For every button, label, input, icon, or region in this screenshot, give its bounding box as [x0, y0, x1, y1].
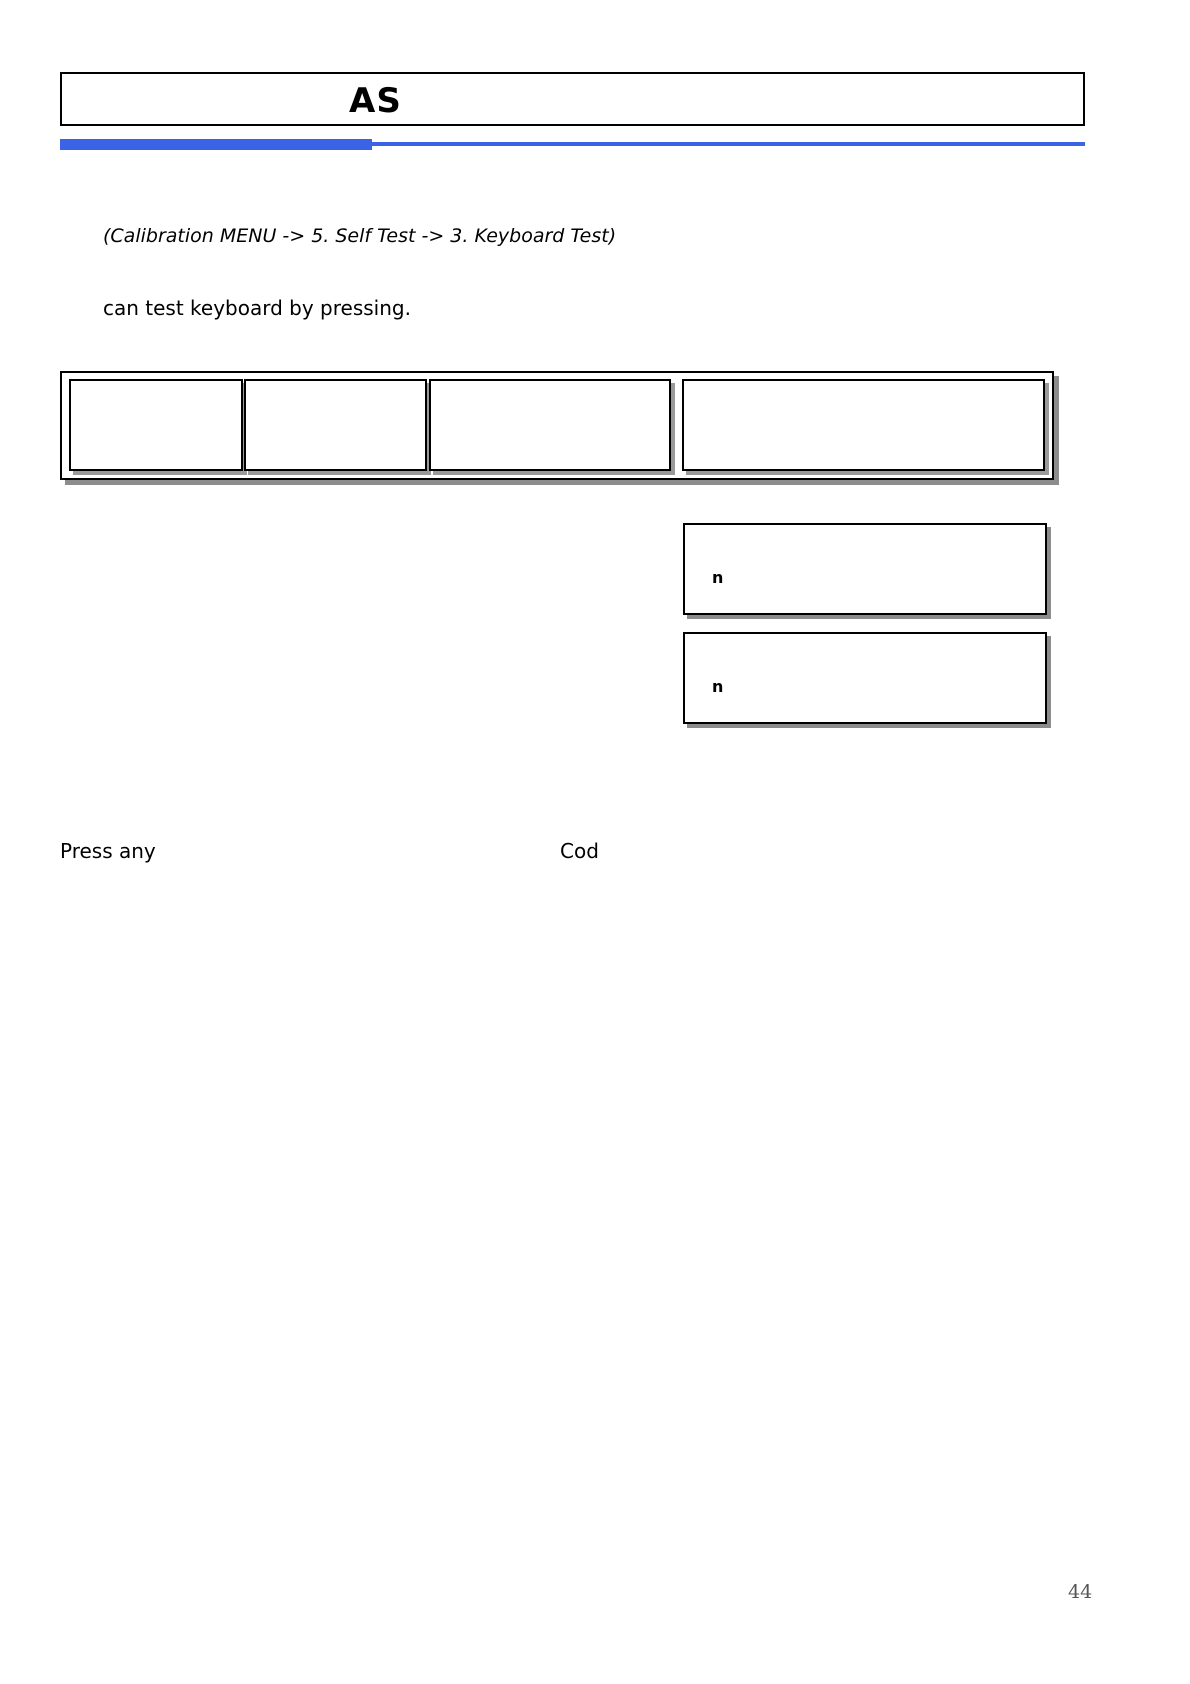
menu-path-text: (Calibration MENU -> 5. Self Test -> 3. Keyboard Test) — [103, 225, 617, 247]
side-box-label: n — [712, 568, 724, 587]
side-box-label: n — [712, 677, 724, 696]
side-box-1 — [683, 523, 1047, 615]
display-panel — [60, 371, 1054, 480]
accent-rule-thin — [372, 142, 1085, 146]
accent-rule-thick — [60, 139, 372, 150]
display-cell-3 — [429, 379, 671, 471]
display-cell-2 — [244, 379, 427, 471]
page-number: 44 — [1068, 1581, 1093, 1603]
footer-left-text: Press any — [60, 839, 156, 863]
display-cell-4 — [682, 379, 1045, 471]
display-cell-1 — [69, 379, 243, 471]
header-box — [60, 72, 1085, 126]
intro-text: can test keyboard by pressing. — [103, 296, 411, 320]
footer-mid-text: Cod — [560, 839, 599, 863]
page-title: AS — [349, 81, 402, 121]
side-box-2 — [683, 632, 1047, 724]
